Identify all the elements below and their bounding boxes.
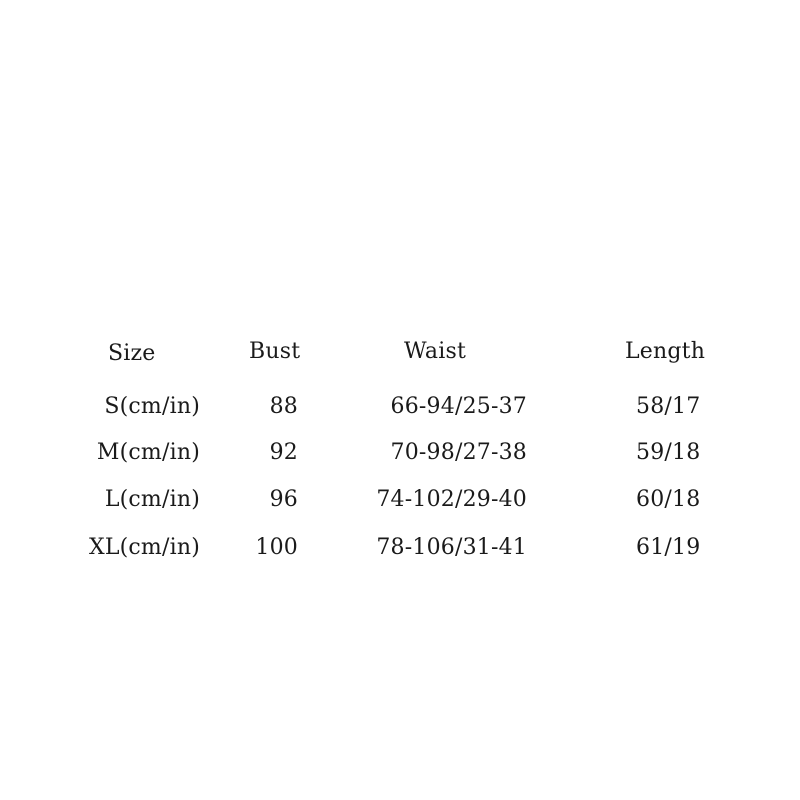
cell-length: 59/18 <box>636 440 701 465</box>
header-bust: Bust <box>249 339 301 364</box>
cell-bust: 96 <box>269 487 298 512</box>
cell-bust: 88 <box>269 394 298 419</box>
cell-waist: 78-106/31-41 <box>376 535 527 560</box>
cell-waist: 66-94/25-37 <box>390 394 527 419</box>
cell-size: S(cm/in) <box>104 394 200 419</box>
cell-length: 60/18 <box>636 487 701 512</box>
cell-bust: 92 <box>269 440 298 465</box>
cell-size: L(cm/in) <box>104 487 200 512</box>
cell-waist: 70-98/27-38 <box>390 440 527 465</box>
cell-length: 58/17 <box>636 394 701 419</box>
header-waist: Waist <box>404 339 466 364</box>
header-length: Length <box>625 339 706 364</box>
cell-size: M(cm/in) <box>96 440 200 465</box>
cell-size: XL(cm/in) <box>88 535 200 560</box>
cell-length: 61/19 <box>636 535 701 560</box>
cell-waist: 74-102/29-40 <box>376 487 527 512</box>
header-size: Size <box>108 341 156 366</box>
cell-bust: 100 <box>255 535 298 560</box>
